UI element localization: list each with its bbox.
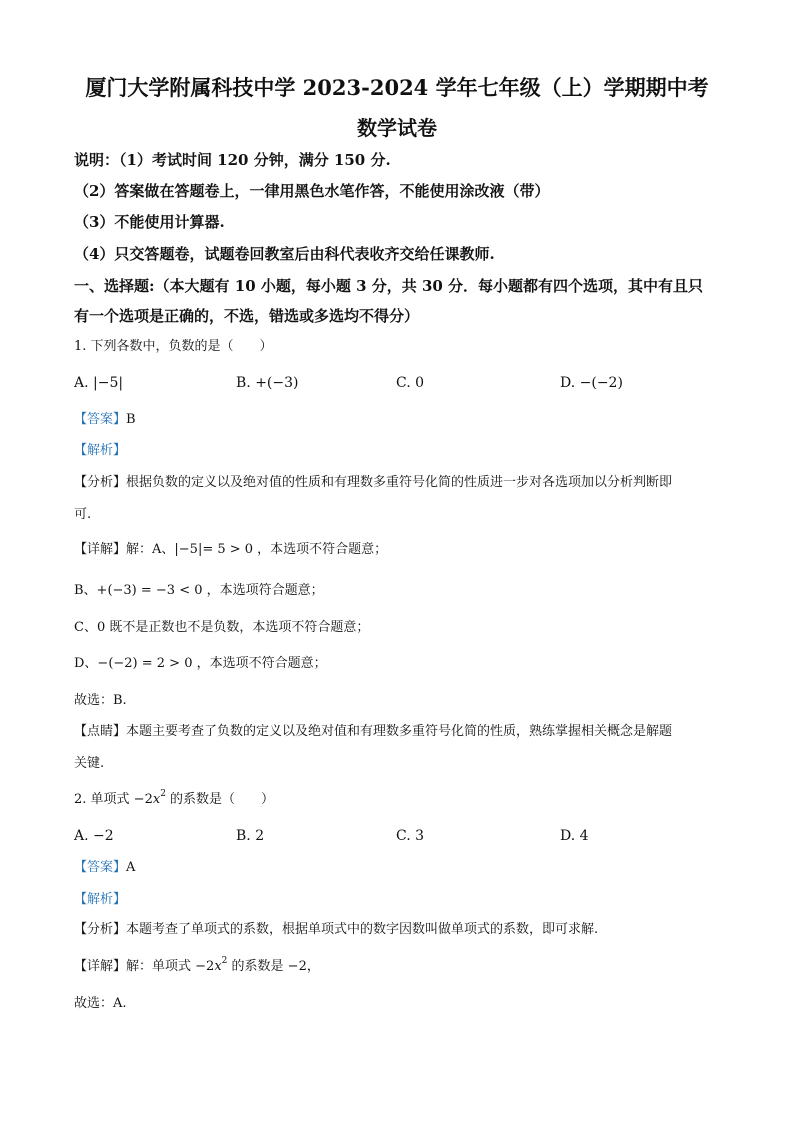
q2-stem-post: 的系数是（ ） <box>165 792 275 807</box>
instruction-1: 说明：（1）考试时间 120 分钟，满分 150 分. <box>74 151 391 169</box>
q1-stem: 1. 下列各数中，负数的是（ ） <box>74 339 273 354</box>
answer-tag: 【答案】 <box>74 412 127 427</box>
q2-detail <box>74 957 320 977</box>
exam-title: 厦门大学附属科技中学 2023-2024 学年七年级（上）学期期中考 <box>85 75 709 100</box>
q1-option-d: D. −(−2) <box>560 375 623 391</box>
q1-dianjing-line2: 关键. <box>74 756 105 771</box>
q1-answer <box>74 410 136 430</box>
q1-option-b: B. +(−3) <box>236 375 299 391</box>
q1-option-c: C. 0 <box>396 375 425 391</box>
dianjing-text: 本题主要考查了负数的定义以及绝对值和有理数多重符号化简的性质，熟练掌握相关概念是解题 <box>126 724 673 739</box>
answer-tag: 【答案】 <box>74 860 127 875</box>
q1-detail-c: C、0 既不是正数也不是负数，本选项不符合题意； <box>74 620 370 635</box>
section-heading-line1: 一、选择题:（本大题有 10 小题，每小题 3 分，共 30 分．每小题都有四个选项，其中有且只 <box>74 277 704 295</box>
dianjing-tag: 【点睛】 <box>74 724 127 739</box>
fenxi-tag: 【分析】 <box>74 475 127 490</box>
detail-post: 的系数是 −2， <box>227 959 320 974</box>
fenxi-text: 根据负数的定义以及绝对值的性质和有理数多重符号化简的性质进一步对各选项加以分析判断即 <box>126 475 673 490</box>
answer-value: B <box>126 412 136 427</box>
detail-exp: 2 <box>221 956 228 966</box>
q2-stem-coef: −2 <box>133 792 153 807</box>
q1-fenxi-line2: 可. <box>74 507 92 522</box>
instruction-2: （2）答案做在答题卷上，一律用黑色水笔作答，不能使用涂改液（带） <box>74 182 550 200</box>
q2-option-b: B. 2 <box>236 828 265 844</box>
q2-analysis-tag: 【解析】 <box>74 892 127 907</box>
exam-subtitle: 数学试卷 <box>357 116 437 140</box>
q2-stem-exp: 2 <box>160 789 166 799</box>
q2-stem-pre: 2. 单项式 <box>74 792 134 807</box>
section-heading-line2: 有一个选项是正确的，不选，错选或多选均不得分） <box>74 307 420 325</box>
fenxi-text: 本题考查了单项式的系数，根据单项式中的数字因数叫做单项式的系数，即可求解. <box>126 922 599 937</box>
instruction-4: （4）只交答题卷，试题卷回教室后由科代表收齐交给任课教师. <box>74 245 495 263</box>
detail-var: x <box>214 959 222 974</box>
detail-tag: 【详解】 <box>74 959 127 974</box>
q2-option-c: C. 3 <box>396 828 425 844</box>
q1-analysis-tag: 【解析】 <box>74 443 127 458</box>
instruction-3: （3）不能使用计算器. <box>74 213 225 231</box>
q1-fenxi-line1 <box>74 473 672 493</box>
q2-answer <box>74 858 135 878</box>
q2-stem <box>74 790 274 810</box>
q1-detail-b: B、+(−3) = −3 < 0 ，本选项符合题意； <box>74 583 324 598</box>
q1-option-a: A. |−5| <box>74 375 124 391</box>
q2-fenxi <box>74 920 598 940</box>
detail-tag: 【详解】 <box>74 542 127 557</box>
answer-value: A <box>126 860 136 875</box>
detail-pre: 解：单项式 <box>126 959 196 974</box>
q2-choose: 故选：A. <box>74 996 127 1011</box>
fenxi-tag: 【分析】 <box>74 922 127 937</box>
detail-a-text: 解：A、|−5|= 5 > 0 ，本选项不符合题意； <box>126 542 388 557</box>
q1-choose: 故选：B. <box>74 693 127 708</box>
q1-detail-a <box>74 540 387 560</box>
q2-option-d: D. 4 <box>560 828 589 844</box>
q2-stem-var: x <box>152 792 161 807</box>
detail-coef: −2 <box>195 959 215 974</box>
q2-option-a: A. −2 <box>74 828 114 844</box>
q1-dianjing-line1 <box>74 722 672 742</box>
q1-detail-d: D、−(−2) = 2 > 0 ，本选项不符合题意； <box>74 656 327 671</box>
